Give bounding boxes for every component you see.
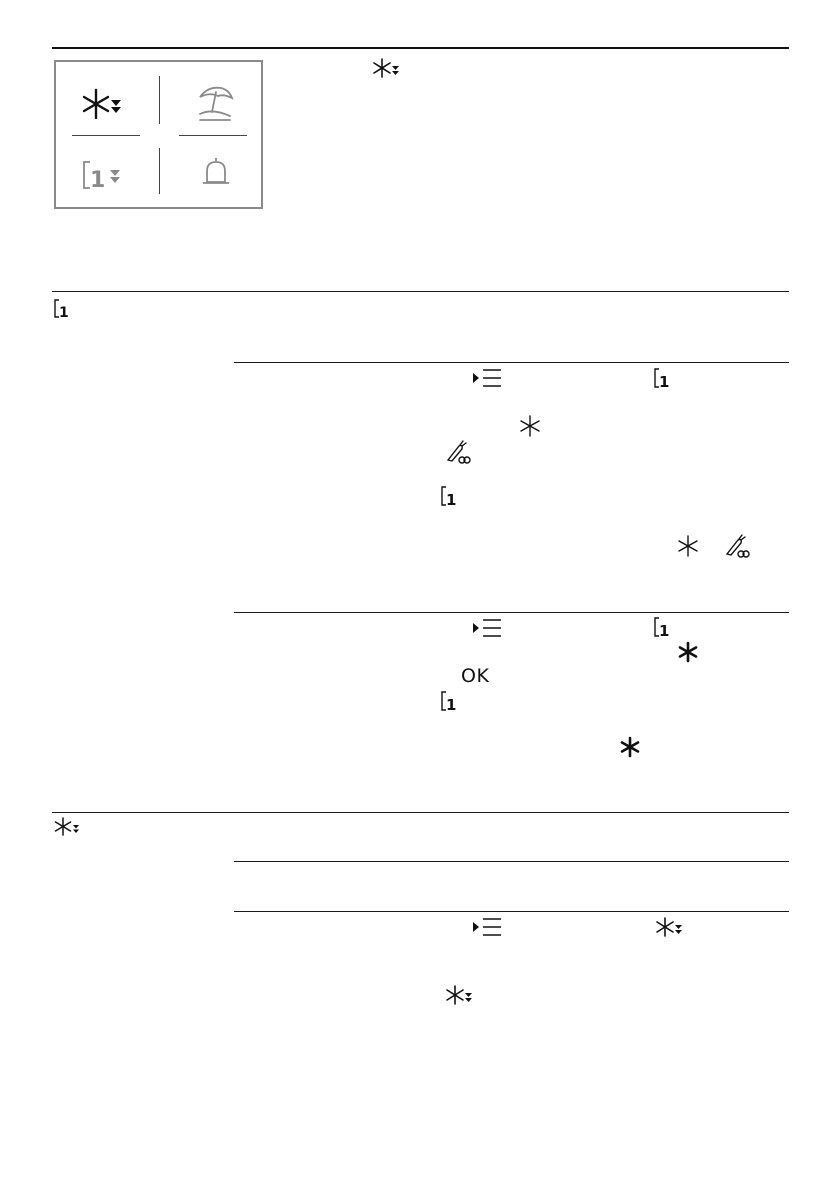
freeze-icon [676, 534, 700, 558]
freeze-icon [518, 414, 542, 438]
section-rule-2 [52, 812, 789, 813]
super-freeze-icon [372, 57, 408, 85]
svg-text:1: 1 [659, 373, 670, 391]
menu-icon [471, 617, 505, 641]
compartment-1-icon [441, 485, 463, 509]
super-freeze-icon [80, 86, 136, 126]
holiday-beach-icon [194, 82, 238, 126]
control-panel-illustration [54, 60, 263, 209]
supercool-compartment-1-icon [82, 158, 132, 192]
compartment-1-icon [654, 616, 676, 640]
alarm-bell-icon [198, 154, 234, 194]
compartment-1-icon [54, 298, 76, 320]
super-freeze-icon [445, 984, 481, 1012]
menu-icon [471, 916, 505, 940]
svg-text:1: 1 [446, 696, 457, 714]
vegetables-icon [445, 440, 471, 466]
step-rule-2 [234, 612, 789, 613]
panel-divider-vertical-bottom [159, 148, 160, 194]
top-rule [52, 47, 789, 49]
svg-text:1: 1 [59, 305, 69, 321]
deep-freeze-icon [676, 640, 700, 664]
panel-divider-horizontal-left [72, 135, 140, 136]
vegetables-icon [724, 534, 750, 560]
panel-divider-horizontal-right [179, 135, 247, 136]
super-freeze-icon [54, 816, 88, 842]
menu-icon [471, 367, 505, 391]
super-freeze-icon [655, 916, 691, 944]
compartment-1-icon [654, 367, 676, 391]
panel-divider-vertical-top [159, 76, 160, 124]
deep-freeze-icon [618, 735, 642, 759]
step-rule-4 [234, 911, 789, 912]
step-rule-3 [234, 861, 789, 862]
svg-text:1: 1 [446, 491, 457, 509]
step-rule-1 [234, 362, 789, 363]
svg-text:1: 1 [90, 168, 106, 193]
section-rule-1 [52, 291, 789, 292]
ok-label: OK [461, 665, 490, 687]
compartment-1-icon [441, 690, 463, 714]
svg-text:1: 1 [659, 622, 670, 640]
